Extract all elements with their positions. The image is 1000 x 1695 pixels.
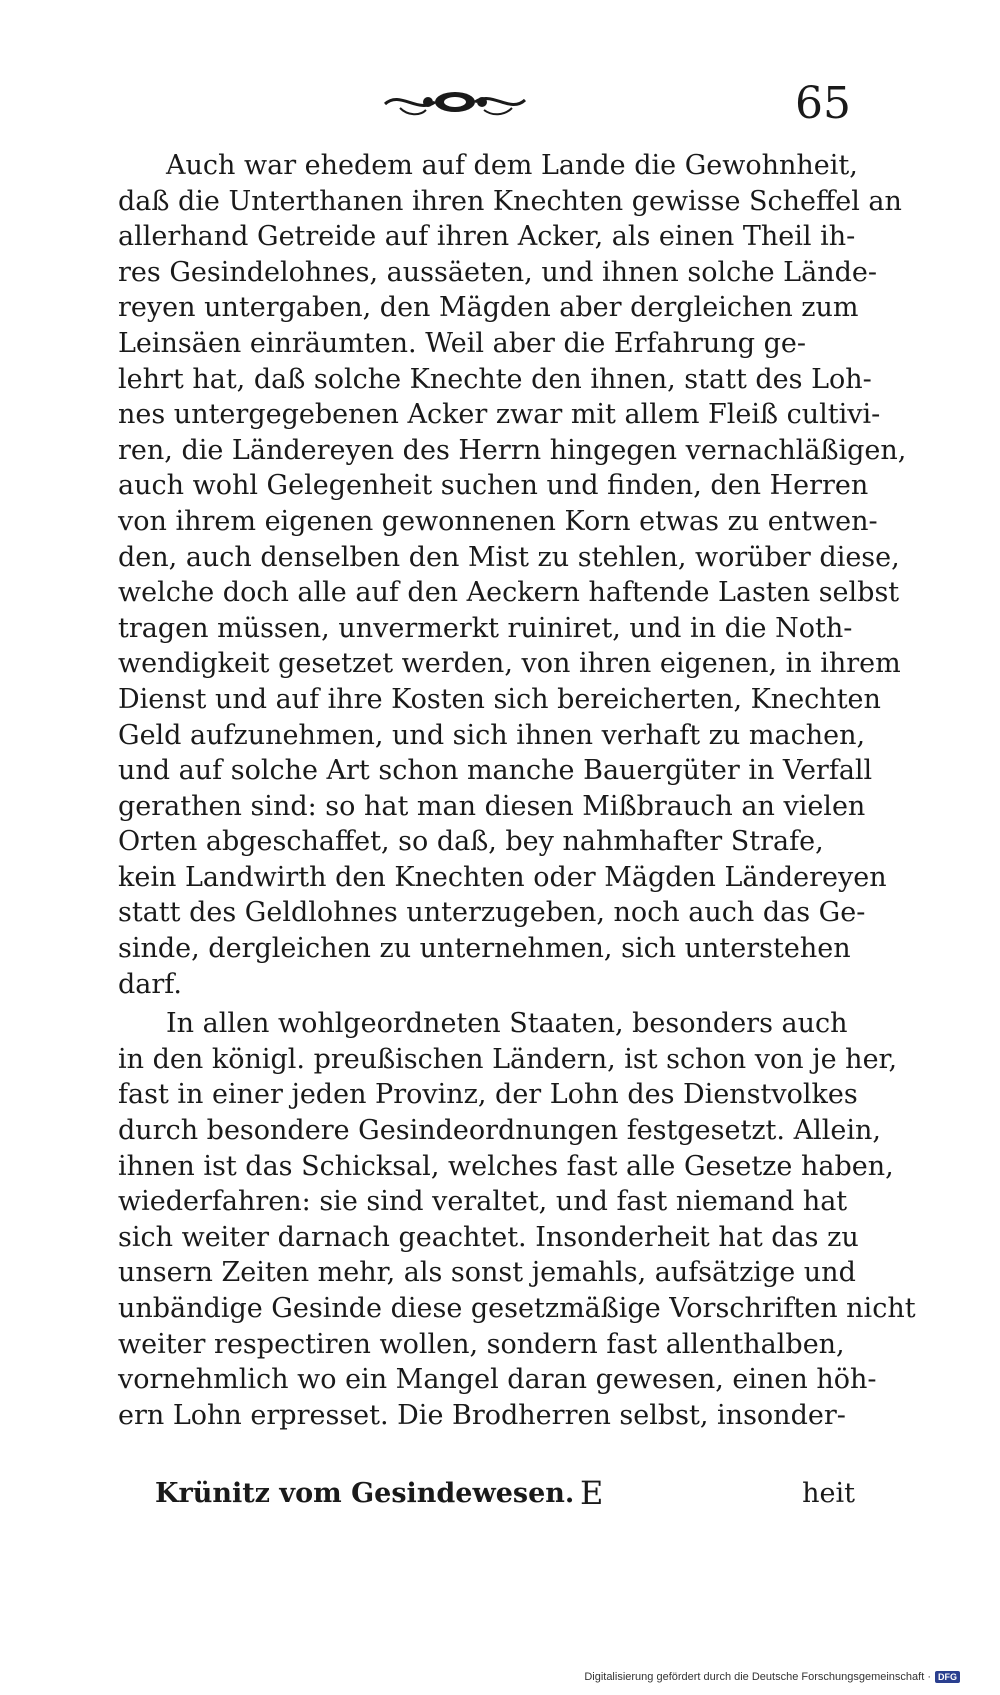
text-line: ern Lohn erpresset. Die Brodherren selbst, insonder- [118,1399,846,1431]
text-line: Leinsäen einräumten. Weil aber die Erfahrung ge- [118,327,806,359]
text-line: allerhand Getreide auf ihren Acker, als einen Theil ih- [118,221,856,253]
text-line: darf. [118,968,182,1000]
text-line: den, auch denselben den Mist zu stehlen, worüber diese, [118,541,900,573]
text-line: lehrt hat, daß solche Knechte den ihnen, statt des Loh- [118,363,872,395]
text-line: unsern Zeiten mehr, als sonst jemahls, aufsätzige und [118,1257,856,1289]
text-line: Auch war ehedem auf dem Lande die Gewohnheit, [166,150,858,181]
text-line: unbändige Gesinde diese gesetzmäßige Vorschriften nicht [118,1293,916,1324]
text-line: auch wohl Gelegenheit suchen und finden, den Herren [118,470,869,502]
text-line: kein Landwirth den Knechten oder Mägden Ländereyen [118,861,887,893]
text-line: statt des Geldlohnes unterzugeben, noch auch das Ge- [118,897,866,929]
text-line: durch besondere Gesindeordnungen festgesetzt. Allein, [118,1115,881,1147]
body-text [118,148,916,1433]
text-line: ren, die Ländereyen des Herrn hingegen vernachläßigen, [118,434,907,466]
text-line: In allen wohlgeordneten Staaten, besonders auch [166,1008,848,1040]
catchword: heit [802,1478,855,1509]
text-line: sich weiter darnach geachtet. Insonderheit hat das zu [118,1221,859,1253]
text-line: wiederfahren: sie sind veraltet, und fast niemand hat [118,1186,848,1218]
text-line: welche doch alle auf den Aeckern haftende Lasten selbst [118,577,900,609]
text-line: weiter respectiren wollen, sondern fast allenthalben, [118,1328,845,1360]
text-line: res Gesindelohnes, aussäeten, und ihnen solche Lände- [118,256,877,288]
text-line: gerathen sind: so hat man diesen Mißbrauch an vielen [118,790,866,822]
paragraph [118,148,907,1002]
text-line: in den königl. preußischen Ländern, ist schon von je her, [118,1043,898,1075]
text-line: und auf solche Art schon manche Bauergüter in Verfall [118,755,873,787]
text-line: tragen müssen, unvermerkt ruiniret, und in die Noth- [118,612,853,644]
text-line: ihnen ist das Schicksal, welches fast alle Gesetze haben, [118,1150,894,1182]
text-line: fast in einer jeden Provinz, der Lohn des Dienstvolkes [118,1079,858,1111]
digitization-note [584,1671,960,1683]
signature-mark: E [580,1474,604,1512]
text-line: von ihrem eigenen gewonnenen Korn etwas zu entwen- [118,505,878,537]
running-title: Krünitz vom Gesindewesen. [155,1478,575,1509]
dfg-logo: DFG [935,1671,960,1683]
text-line: sinde, dergleichen zu unternehmen, sich unterstehen [118,933,851,965]
text-line: reyen untergaben, den Mägden aber dergleichen zum [118,292,859,324]
digitization-text: Digitalisierung gefördert durch die Deutsche Forschungsgemeinschaft · [584,1671,931,1683]
page-number: 65 [795,78,851,129]
text-line: nes untergegebenen Acker zwar mit allem Fleiß cultivi- [118,399,881,431]
text-line: Geld aufzunehmen, und sich ihnen verhaft zu machen, [118,719,866,751]
page-footer [155,1474,855,1518]
paragraph [118,1006,916,1433]
ornament-divider [380,82,530,122]
text-line: Dienst und auf ihre Kosten sich bereicherten, Knechten [118,683,881,715]
text-line: Orten abgeschaffet, so daß, bey nahmhafter Strafe, [118,826,824,858]
text-line: daß die Unterthanen ihren Knechten gewisse Scheffel an [118,185,902,217]
text-line: wendigkeit gesetzet werden, von ihren eigenen, in ihrem [118,648,901,680]
text-line: vornehmlich wo ein Mangel daran gewesen, einen höh- [118,1364,877,1396]
